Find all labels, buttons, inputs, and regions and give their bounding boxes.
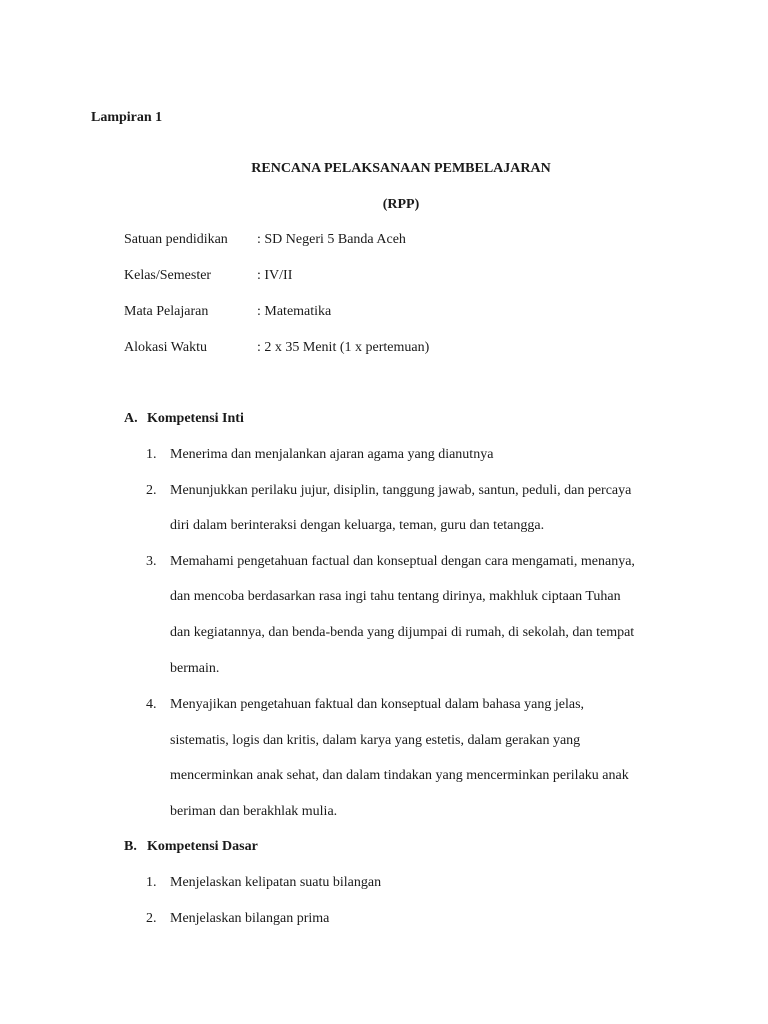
list-item-text: Memahami pengetahuan factual dan konseptual dengan cara mengamati, menanya, <box>170 554 635 569</box>
list-item-number: 4. <box>146 697 157 712</box>
list-item-text: diri dalam berinteraksi dengan keluarga, teman, guru dan tetangga. <box>170 518 545 533</box>
list-item-number: 2. <box>146 911 157 926</box>
list-item-text: sistematis, logis dan kritis, dalam karya yang estetis, dalam gerakan yang <box>170 733 581 748</box>
list-item-text: Menjelaskan kelipatan suatu bilangan <box>170 875 382 890</box>
list-item-number: 1. <box>146 447 157 462</box>
meta-value-mapel: : Matematika <box>257 304 332 319</box>
document-title: RENCANA PELAKSANAAN PEMBELAJARAN <box>251 161 551 176</box>
list-item-number: 1. <box>146 875 157 890</box>
meta-value-kelas: : IV/II <box>257 268 293 283</box>
list-item-text: Menjelaskan bilangan prima <box>170 911 330 926</box>
meta-value-satuan: : SD Negeri 5 Banda Aceh <box>257 232 406 247</box>
section-b-heading: Kompetensi Dasar <box>147 839 258 854</box>
list-item-text: dan kegiatannya, dan benda-benda yang dijumpai di rumah, di sekolah, dan tempat <box>170 625 635 640</box>
list-item-number: 3. <box>146 554 157 569</box>
list-item-text: Menyajikan pengetahuan faktual dan konseptual dalam bahasa yang jelas, <box>170 697 585 712</box>
document-subtitle: (RPP) <box>382 197 420 212</box>
list-item-text: mencerminkan anak sehat, dan dalam tindakan yang mencerminkan perilaku anak <box>170 768 629 783</box>
meta-label-kelas: Kelas/Semester <box>124 268 212 283</box>
list-item-text: Menunjukkan perilaku jujur, disiplin, tanggung jawab, santun, peduli, dan percaya <box>170 483 632 498</box>
list-item-text: Menerima dan menjalankan ajaran agama yang dianutnya <box>170 447 494 462</box>
list-item-number: 2. <box>146 483 157 498</box>
meta-label-satuan: Satuan pendidikan <box>124 232 228 247</box>
list-item-text: bermain. <box>170 661 220 676</box>
list-item-text: beriman dan berakhlak mulia. <box>170 804 338 819</box>
section-a-letter: A. <box>124 411 138 426</box>
meta-label-mapel: Mata Pelajaran <box>124 304 209 319</box>
section-a-heading: Kompetensi Inti <box>147 411 244 426</box>
meta-label-waktu: Alokasi Waktu <box>124 340 207 355</box>
section-b-letter: B. <box>124 839 137 854</box>
meta-value-waktu: : 2 x 35 Menit (1 x pertemuan) <box>257 340 430 355</box>
appendix-label: Lampiran 1 <box>91 110 163 125</box>
list-item-text: dan mencoba berdasarkan rasa ingi tahu tentang dirinya, makhluk ciptaan Tuhan <box>170 589 621 604</box>
